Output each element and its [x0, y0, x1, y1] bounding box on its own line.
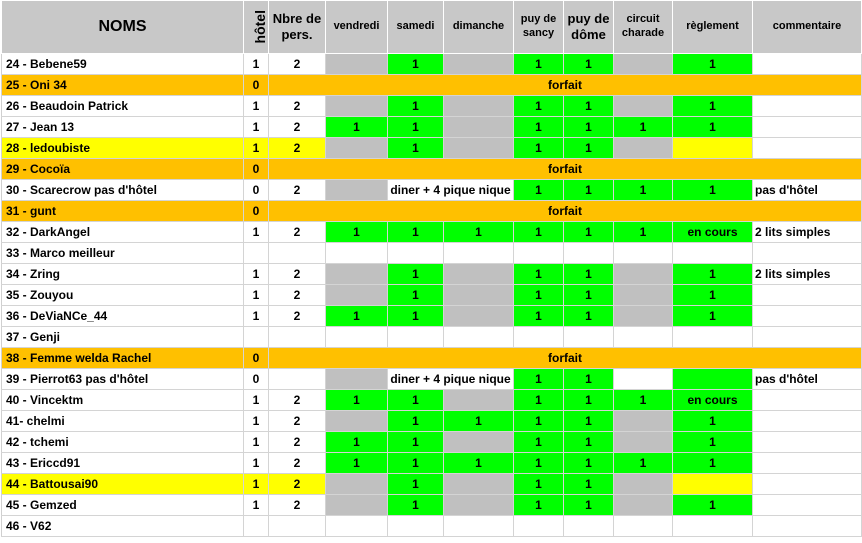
cell-puy-de-dome	[564, 516, 614, 537]
cell-samedi: 1	[388, 264, 444, 285]
row-hotel: 1	[244, 390, 269, 411]
cell-reglement: 1	[673, 306, 753, 327]
cell-puy-de-sancy: 1	[514, 453, 564, 474]
row-hotel: 0	[244, 348, 269, 369]
cell-samedi: 1	[388, 222, 444, 243]
table-row[interactable]	[2, 138, 862, 159]
cell-puy-de-sancy: 1	[514, 411, 564, 432]
table-row[interactable]	[2, 369, 862, 390]
cell-puy-de-sancy	[514, 516, 564, 537]
row-nbre-pers: 2	[269, 54, 326, 75]
row-nbre-pers	[269, 369, 326, 390]
cell-samedi-dimanche: diner + 4 pique nique	[388, 180, 514, 201]
cell-puy-de-sancy: 1	[514, 285, 564, 306]
row-name: 34 - Zring	[2, 264, 244, 285]
row-hotel: 1	[244, 285, 269, 306]
cell-puy-de-dome: 1	[564, 96, 614, 117]
row-commentaire	[753, 432, 862, 453]
cell-puy-de-dome: 1	[564, 432, 614, 453]
row-name: 42 - tchemi	[2, 432, 244, 453]
cell-circuit-charade	[614, 474, 673, 495]
cell-puy-de-dome: 1	[564, 117, 614, 138]
row-name: 46 - V62	[2, 516, 244, 537]
cell-samedi-dimanche: diner + 4 pique nique	[388, 369, 514, 390]
table-row[interactable]	[2, 348, 862, 369]
table-row[interactable]	[2, 390, 862, 411]
row-hotel: 0	[244, 75, 269, 96]
table-row[interactable]	[2, 117, 862, 138]
cell-puy-de-sancy: 1	[514, 474, 564, 495]
cell-dimanche: 1	[444, 411, 514, 432]
header-puy-de-dome: puy de dôme	[564, 1, 614, 54]
row-hotel: 0	[244, 201, 269, 222]
cell-puy-de-dome: 1	[564, 369, 614, 390]
row-forfait: forfait	[269, 159, 862, 180]
cell-samedi	[388, 327, 444, 348]
row-hotel: 1	[244, 453, 269, 474]
cell-puy-de-dome: 1	[564, 285, 614, 306]
row-commentaire	[753, 243, 862, 264]
table-row[interactable]	[2, 285, 862, 306]
cell-samedi: 1	[388, 306, 444, 327]
row-name: 39 - Pierrot63 pas d'hôtel	[2, 369, 244, 390]
cell-puy-de-sancy: 1	[514, 96, 564, 117]
cell-circuit-charade	[614, 516, 673, 537]
header-noms: NOMS	[2, 1, 244, 54]
cell-circuit-charade	[614, 264, 673, 285]
row-nbre-pers: 2	[269, 117, 326, 138]
table-row[interactable]	[2, 453, 862, 474]
table-row[interactable]	[2, 180, 862, 201]
row-hotel: 1	[244, 138, 269, 159]
row-forfait: forfait	[269, 348, 862, 369]
row-name: 25 - Oni 34	[2, 75, 244, 96]
row-name: 41- chelmi	[2, 411, 244, 432]
row-nbre-pers: 2	[269, 306, 326, 327]
row-nbre-pers: 2	[269, 138, 326, 159]
cell-samedi: 1	[388, 474, 444, 495]
header-puy-de-sancy: puy de sancy	[514, 1, 564, 54]
cell-dimanche: 1	[444, 222, 514, 243]
cell-reglement: 1	[673, 453, 753, 474]
row-name: 27 - Jean 13	[2, 117, 244, 138]
row-nbre-pers: 2	[269, 96, 326, 117]
header-circuit-charade: circuit charade	[614, 1, 673, 54]
row-commentaire: 2 lits simples	[753, 264, 862, 285]
row-forfait: forfait	[269, 75, 862, 96]
cell-samedi: 1	[388, 96, 444, 117]
cell-puy-de-sancy: 1	[514, 306, 564, 327]
row-nbre-pers: 2	[269, 285, 326, 306]
cell-puy-de-sancy: 1	[514, 138, 564, 159]
cell-puy-de-sancy: 1	[514, 390, 564, 411]
row-nbre-pers: 2	[269, 264, 326, 285]
cell-dimanche	[444, 117, 514, 138]
cell-reglement: 1	[673, 432, 753, 453]
row-hotel: 1	[244, 264, 269, 285]
cell-samedi: 1	[388, 453, 444, 474]
cell-samedi: 1	[388, 390, 444, 411]
row-nbre-pers: 2	[269, 495, 326, 516]
row-commentaire: pas d'hôtel	[753, 180, 862, 201]
row-commentaire	[753, 495, 862, 516]
row-nbre-pers: 2	[269, 453, 326, 474]
cell-vendredi: 1	[326, 432, 388, 453]
cell-vendredi	[326, 474, 388, 495]
cell-vendredi	[326, 138, 388, 159]
cell-vendredi	[326, 96, 388, 117]
cell-vendredi	[326, 369, 388, 390]
cell-dimanche	[444, 516, 514, 537]
cell-puy-de-sancy: 1	[514, 264, 564, 285]
cell-puy-de-sancy: 1	[514, 432, 564, 453]
cell-reglement: 1	[673, 117, 753, 138]
cell-puy-de-sancy	[514, 243, 564, 264]
row-nbre-pers: 2	[269, 222, 326, 243]
table-row[interactable]	[2, 306, 862, 327]
cell-dimanche	[444, 306, 514, 327]
cell-circuit-charade: 1	[614, 117, 673, 138]
cell-vendredi	[326, 285, 388, 306]
row-nbre-pers: 2	[269, 474, 326, 495]
cell-dimanche	[444, 285, 514, 306]
header-nbre-pers: Nbre de pers.	[269, 1, 326, 54]
table-row[interactable]	[2, 96, 862, 117]
cell-reglement	[673, 138, 753, 159]
cell-dimanche	[444, 474, 514, 495]
row-commentaire	[753, 453, 862, 474]
row-hotel: 1	[244, 474, 269, 495]
row-name: 28 - ledoubiste	[2, 138, 244, 159]
row-hotel: 1	[244, 117, 269, 138]
row-commentaire	[753, 327, 862, 348]
cell-reglement: 1	[673, 264, 753, 285]
table-row[interactable]	[2, 54, 862, 75]
row-hotel: 1	[244, 411, 269, 432]
row-name: 38 - Femme welda Rachel	[2, 348, 244, 369]
table-row[interactable]	[2, 327, 862, 348]
cell-samedi: 1	[388, 54, 444, 75]
cell-puy-de-sancy: 1	[514, 369, 564, 390]
cell-vendredi	[326, 411, 388, 432]
row-commentaire	[753, 54, 862, 75]
row-name: 43 - Ericcd91	[2, 453, 244, 474]
cell-puy-de-sancy: 1	[514, 180, 564, 201]
cell-dimanche: 1	[444, 453, 514, 474]
row-name: 29 - Cocoïa	[2, 159, 244, 180]
row-commentaire	[753, 474, 862, 495]
cell-puy-de-dome: 1	[564, 54, 614, 75]
row-commentaire	[753, 96, 862, 117]
row-commentaire	[753, 516, 862, 537]
cell-puy-de-sancy: 1	[514, 222, 564, 243]
row-name: 31 - gunt	[2, 201, 244, 222]
cell-vendredi: 1	[326, 453, 388, 474]
row-hotel	[244, 243, 269, 264]
table-row[interactable]	[2, 495, 862, 516]
cell-samedi	[388, 243, 444, 264]
row-nbre-pers: 2	[269, 180, 326, 201]
cell-circuit-charade	[614, 432, 673, 453]
table-row[interactable]	[2, 201, 862, 222]
row-hotel: 1	[244, 306, 269, 327]
cell-vendredi	[326, 264, 388, 285]
header-commentaire: commentaire	[753, 1, 862, 54]
cell-puy-de-dome: 1	[564, 180, 614, 201]
row-nbre-pers	[269, 243, 326, 264]
table-row[interactable]	[2, 222, 862, 243]
cell-puy-de-sancy: 1	[514, 117, 564, 138]
cell-vendredi	[326, 327, 388, 348]
table-row[interactable]	[2, 516, 862, 537]
cell-vendredi	[326, 495, 388, 516]
cell-circuit-charade: 1	[614, 390, 673, 411]
row-nbre-pers	[269, 327, 326, 348]
cell-vendredi: 1	[326, 306, 388, 327]
cell-circuit-charade: 1	[614, 222, 673, 243]
row-commentaire	[753, 306, 862, 327]
cell-puy-de-dome: 1	[564, 474, 614, 495]
row-commentaire: 2 lits simples	[753, 222, 862, 243]
row-hotel: 1	[244, 432, 269, 453]
cell-samedi: 1	[388, 117, 444, 138]
header-hotel: hôtel	[244, 1, 269, 54]
row-hotel: 1	[244, 495, 269, 516]
cell-circuit-charade	[614, 54, 673, 75]
cell-puy-de-dome: 1	[564, 264, 614, 285]
cell-dimanche	[444, 327, 514, 348]
table-row[interactable]	[2, 159, 862, 180]
row-commentaire	[753, 411, 862, 432]
row-hotel: 0	[244, 369, 269, 390]
row-hotel	[244, 516, 269, 537]
row-hotel: 1	[244, 96, 269, 117]
row-name: 35 - Zouyou	[2, 285, 244, 306]
row-name: 40 - Vincektm	[2, 390, 244, 411]
cell-dimanche	[444, 264, 514, 285]
table-row[interactable]	[2, 411, 862, 432]
row-name: 26 - Beaudoin Patrick	[2, 96, 244, 117]
cell-dimanche	[444, 138, 514, 159]
cell-circuit-charade	[614, 243, 673, 264]
cell-circuit-charade	[614, 306, 673, 327]
row-name: 24 - Bebene59	[2, 54, 244, 75]
row-name: 33 - Marco meilleur	[2, 243, 244, 264]
cell-reglement: 1	[673, 54, 753, 75]
cell-puy-de-dome: 1	[564, 390, 614, 411]
cell-dimanche	[444, 96, 514, 117]
table-row[interactable]	[2, 474, 862, 495]
table-row[interactable]	[2, 432, 862, 453]
row-name: 30 - Scarecrow pas d'hôtel	[2, 180, 244, 201]
cell-puy-de-sancy	[514, 327, 564, 348]
cell-puy-de-dome	[564, 243, 614, 264]
cell-circuit-charade	[614, 411, 673, 432]
cell-puy-de-dome: 1	[564, 495, 614, 516]
cell-puy-de-dome: 1	[564, 138, 614, 159]
header-samedi: samedi	[388, 1, 444, 54]
cell-vendredi	[326, 180, 388, 201]
cell-reglement: 1	[673, 495, 753, 516]
cell-vendredi	[326, 54, 388, 75]
cell-samedi: 1	[388, 411, 444, 432]
row-nbre-pers: 2	[269, 432, 326, 453]
cell-reglement: 1	[673, 411, 753, 432]
cell-circuit-charade	[614, 285, 673, 306]
cell-reglement	[673, 327, 753, 348]
cell-circuit-charade	[614, 138, 673, 159]
cell-vendredi	[326, 516, 388, 537]
cell-samedi: 1	[388, 285, 444, 306]
cell-dimanche	[444, 432, 514, 453]
row-hotel: 0	[244, 159, 269, 180]
cell-reglement: 1	[673, 285, 753, 306]
row-nbre-pers	[269, 516, 326, 537]
row-commentaire	[753, 390, 862, 411]
cell-samedi	[388, 516, 444, 537]
cell-puy-de-dome	[564, 327, 614, 348]
row-hotel: 1	[244, 222, 269, 243]
row-forfait: forfait	[269, 201, 862, 222]
cell-circuit-charade	[614, 369, 673, 390]
row-name: 36 - DeViaNCe_44	[2, 306, 244, 327]
cell-circuit-charade	[614, 495, 673, 516]
cell-vendredi	[326, 243, 388, 264]
cell-dimanche	[444, 390, 514, 411]
row-nbre-pers: 2	[269, 411, 326, 432]
cell-reglement: 1	[673, 96, 753, 117]
cell-vendredi: 1	[326, 222, 388, 243]
table-row[interactable]	[2, 75, 862, 96]
header-dimanche: dimanche	[444, 1, 514, 54]
cell-reglement	[673, 369, 753, 390]
cell-dimanche	[444, 54, 514, 75]
table-row[interactable]	[2, 264, 862, 285]
cell-puy-de-dome: 1	[564, 411, 614, 432]
cell-samedi: 1	[388, 138, 444, 159]
cell-dimanche	[444, 243, 514, 264]
header-reglement: règlement	[673, 1, 753, 54]
cell-circuit-charade	[614, 327, 673, 348]
cell-circuit-charade	[614, 96, 673, 117]
cell-puy-de-sancy: 1	[514, 495, 564, 516]
cell-samedi: 1	[388, 495, 444, 516]
cell-puy-de-dome: 1	[564, 453, 614, 474]
cell-reglement	[673, 243, 753, 264]
table-row[interactable]	[2, 243, 862, 264]
cell-reglement	[673, 516, 753, 537]
row-name: 37 - Genji	[2, 327, 244, 348]
cell-reglement: en cours	[673, 222, 753, 243]
row-nbre-pers: 2	[269, 390, 326, 411]
row-commentaire	[753, 117, 862, 138]
cell-puy-de-sancy: 1	[514, 54, 564, 75]
cell-vendredi: 1	[326, 117, 388, 138]
cell-puy-de-dome: 1	[564, 222, 614, 243]
row-commentaire	[753, 138, 862, 159]
row-commentaire: pas d'hôtel	[753, 369, 862, 390]
cell-circuit-charade: 1	[614, 453, 673, 474]
cell-samedi: 1	[388, 432, 444, 453]
cell-reglement: en cours	[673, 390, 753, 411]
row-name: 32 - DarkAngel	[2, 222, 244, 243]
row-name: 45 - Gemzed	[2, 495, 244, 516]
row-name: 44 - Battousai90	[2, 474, 244, 495]
row-hotel	[244, 327, 269, 348]
cell-reglement	[673, 474, 753, 495]
cell-vendredi: 1	[326, 390, 388, 411]
row-hotel: 0	[244, 180, 269, 201]
header-vendredi: vendredi	[326, 1, 388, 54]
cell-puy-de-dome: 1	[564, 306, 614, 327]
table-body	[2, 54, 862, 537]
cell-circuit-charade: 1	[614, 180, 673, 201]
registration-table	[1, 0, 862, 537]
row-hotel: 1	[244, 54, 269, 75]
cell-reglement: 1	[673, 180, 753, 201]
row-commentaire	[753, 285, 862, 306]
cell-dimanche	[444, 495, 514, 516]
